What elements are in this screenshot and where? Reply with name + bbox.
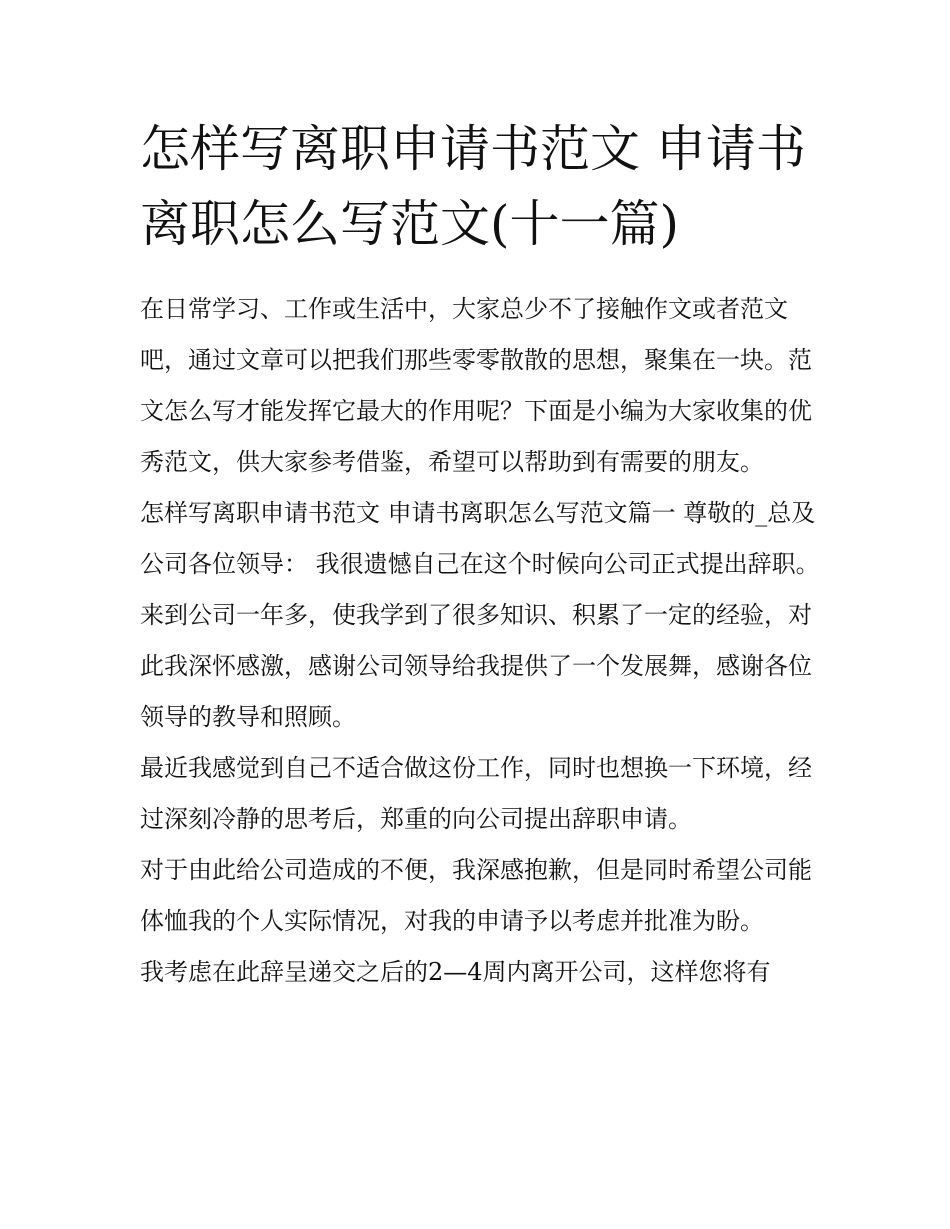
paragraph-timeline: 我考虑在此辞呈递交之后的2—4周内离开公司，这样您将有	[140, 958, 771, 986]
document-page	[140, 112, 820, 998]
document-title: 怎样写离职申请书范文 申请书离职怎么写范文(十一篇)	[140, 120, 806, 253]
paragraph-gratitude: 来到公司一年多，使我学到了很多知识、积累了一定的经验，对此我深怀感激，感谢公司领导给我提供了一个发展舞，感谢各位领导的教导和照顾。	[140, 601, 812, 731]
paragraph-apology: 对于由此给公司造成的不便，我深感抱歉，但是同时希望公司能体恤我的个人实际情况，对我的申请予以考虑并批准为盼。	[140, 856, 812, 935]
paragraph-intro: 在日常学习、工作或生活中，大家总少不了接触作文或者范文吧，通过文章可以把我们那些零零散散的思想，聚集在一块。范文怎么写才能发挥它最大的作用呢？下面是小编为大家收集的优秀范文，供大家参考借鉴，希望可以帮助到有需要的朋友。	[140, 295, 812, 476]
paragraph-salutation: 怎样写离职申请书范文 申请书离职怎么写范文篇一 尊敬的_总及公司各位领导： 我很遗憾自己在这个时候向公司正式提出辞职。	[140, 499, 820, 578]
document-body	[140, 284, 820, 998]
paragraph-reason: 最近我感觉到自己不适合做这份工作，同时也想换一下环境，经过深刻冷静的思考后，郑重的向公司提出辞职申请。	[140, 754, 812, 833]
